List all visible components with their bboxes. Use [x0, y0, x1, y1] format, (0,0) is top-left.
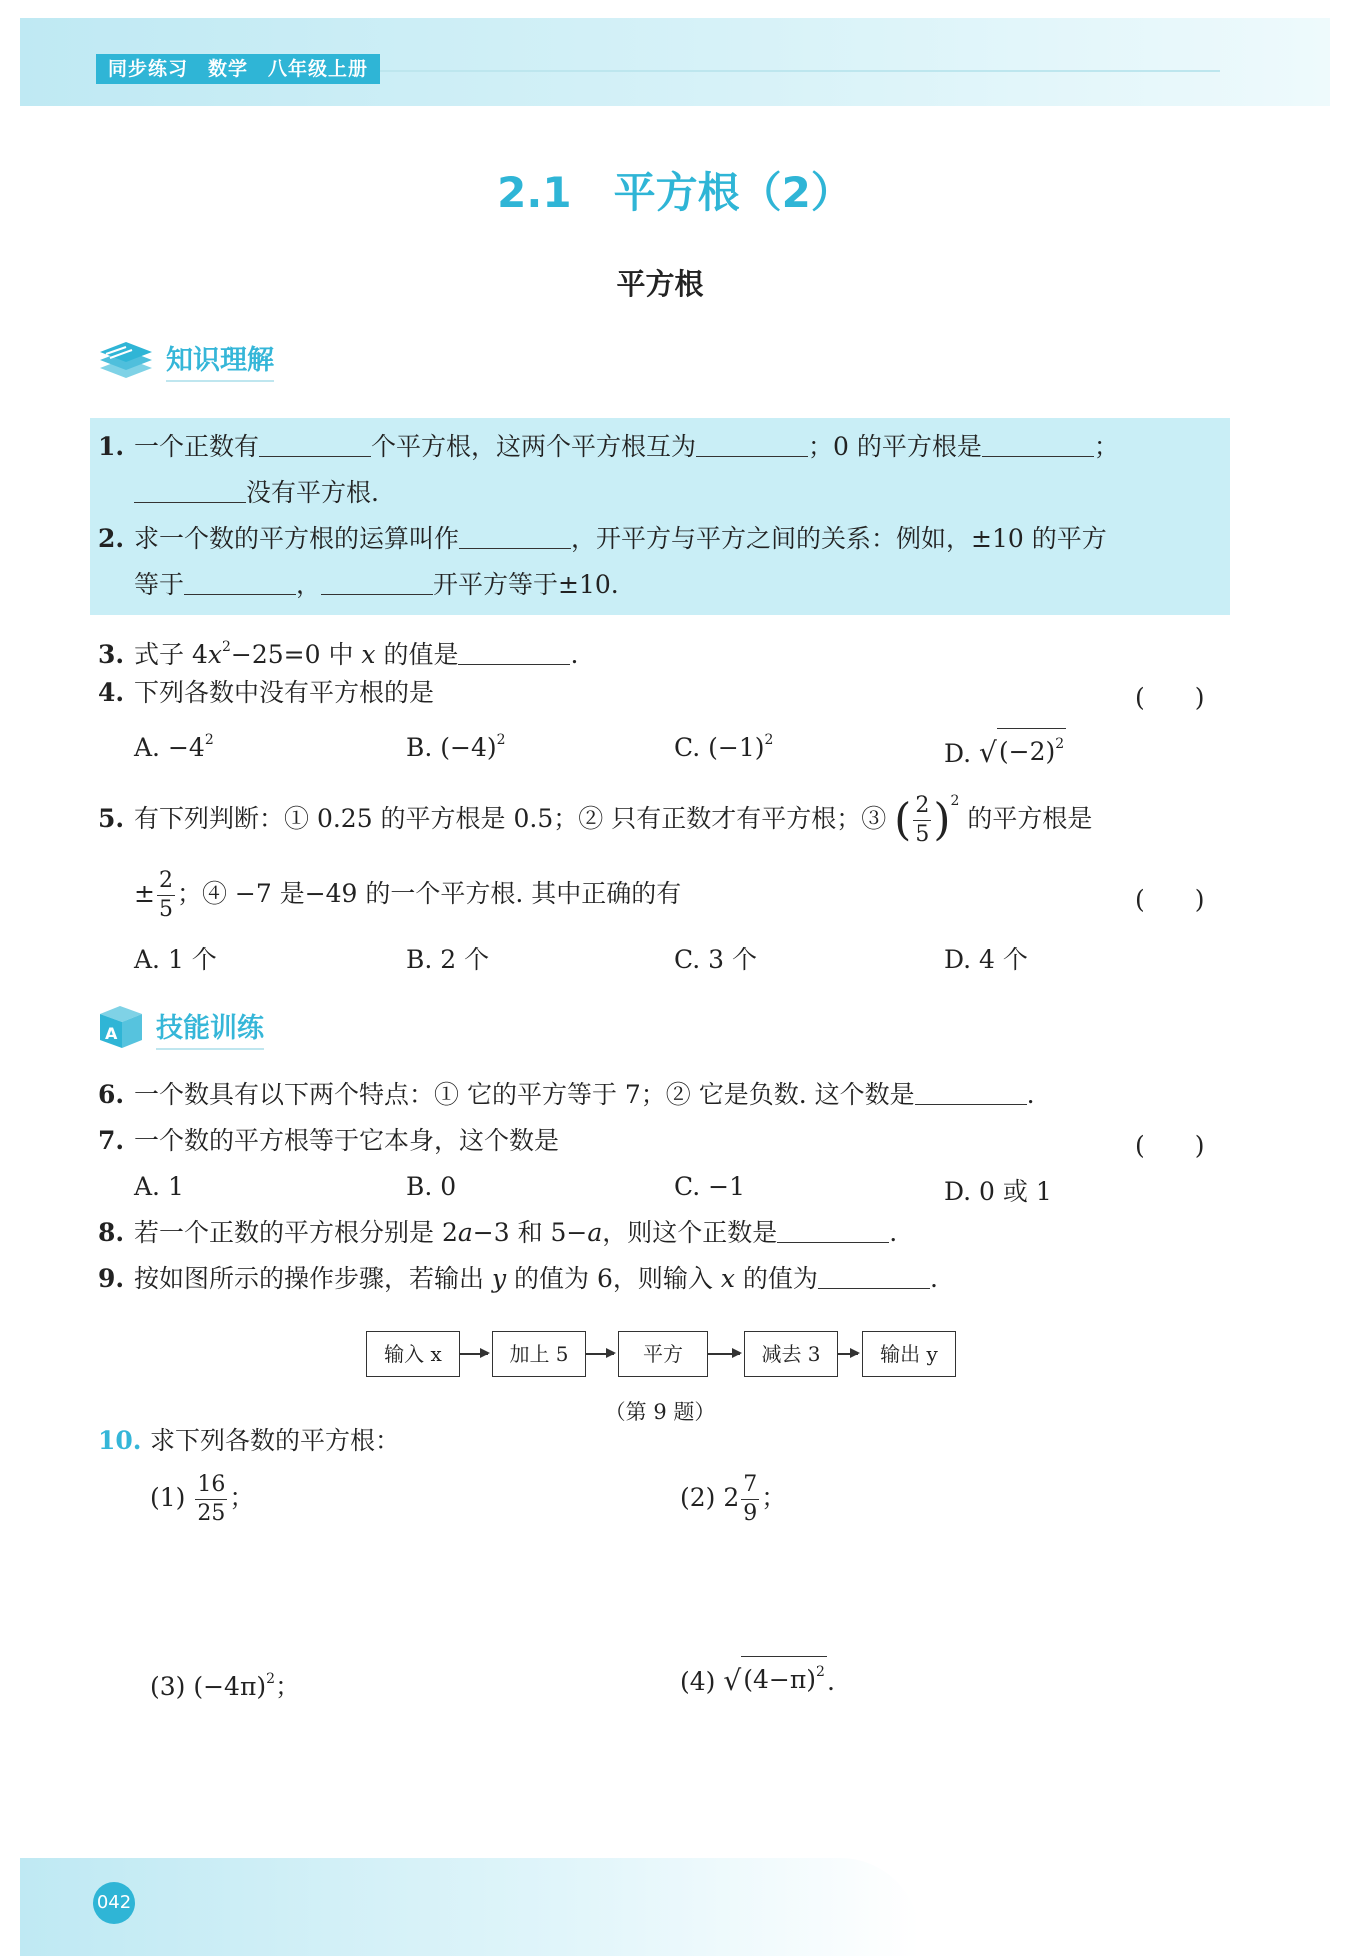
q2-blank-3[interactable]	[321, 570, 433, 595]
q4-option-c[interactable]: C. $(-1)^2$	[674, 732, 774, 762]
flow-box-subtract: 减去 3	[744, 1331, 838, 1377]
q2-line1: 2. 求一个数的平方根的运算叫作 ，开平方与平方之间的关系：例如，±10 的平方	[98, 524, 1107, 553]
q7-option-d[interactable]: D. 0 或 1	[944, 1177, 1052, 1206]
q3-line: 3. 式子 $4x^2-25=0$ 中 x 的值是 .	[98, 639, 579, 669]
book-label: 同步练习 数学 八年级上册	[96, 54, 380, 84]
q10-line: 10. 求下列各数的平方根：	[98, 1426, 401, 1455]
q9-blank[interactable]	[818, 1264, 930, 1289]
q6-line: 6. 一个数具有以下两个特点：① 它的平方等于 7；② 它是负数. 这个数是 .	[98, 1080, 1035, 1109]
q6-blank[interactable]	[915, 1080, 1027, 1105]
footer-band	[20, 1858, 920, 1956]
q1-blank-3[interactable]	[982, 432, 1094, 457]
q7-option-c[interactable]: C. −1	[674, 1172, 745, 1201]
flow-arrow-4	[838, 1353, 858, 1355]
q2-line2: 等于 ， 开平方等于±10.	[134, 570, 619, 599]
q10-part-4: (4) √ $(4-\pi)^2$ .	[680, 1656, 835, 1699]
figure-caption: （第 9 题）	[604, 1400, 716, 1424]
q8-line: 8. 若一个正数的平方根分别是 2a−3 和 5−a，则这个正数是 .	[98, 1218, 898, 1247]
q4-line: 4. 下列各数中没有平方根的是	[98, 678, 435, 707]
books-icon	[96, 334, 156, 386]
cube-a-icon	[96, 1002, 146, 1054]
flow-arrow-2	[586, 1353, 614, 1355]
section-skills-title: 技能训练	[156, 1006, 264, 1050]
flow-box-add: 加上 5	[492, 1331, 586, 1377]
section-knowledge-title: 知识理解	[166, 338, 274, 382]
q1-blank-4[interactable]	[134, 478, 246, 503]
q5-option-d[interactable]: D. 4 个	[944, 945, 1028, 974]
q5-option-a[interactable]: A. 1 个	[134, 945, 217, 974]
q7-option-b[interactable]: B. 0	[406, 1172, 457, 1201]
q3-blank[interactable]	[458, 640, 570, 665]
q9-line: 9. 按如图所示的操作步骤，若输出 y 的值为 6，则输入 x 的值为 .	[98, 1264, 938, 1293]
q1-line2: 没有平方根.	[134, 476, 379, 510]
header-rule	[372, 70, 1220, 72]
page-number: 042	[93, 1882, 135, 1924]
q10-part-3: (3) $(-4\pi)^2$；	[150, 1671, 301, 1701]
flow-box-square: 平方	[618, 1331, 708, 1377]
page-subtitle: 平方根	[616, 267, 704, 301]
q4-option-d[interactable]: D. √ $(-2)^2$	[944, 728, 1066, 768]
q5-line1: 5. 有下列判断：① 0.25 的平方根是 0.5；② 只有正数才有平方根；③ ( $\frac{2}{5}$ )$^2$ 的平方根是	[98, 793, 1093, 847]
q2-blank-1[interactable]	[459, 524, 571, 549]
section-knowledge	[96, 334, 274, 386]
q2-blank-2[interactable]	[184, 570, 296, 595]
q4-option-b[interactable]: B. $(-4)^2$	[406, 732, 506, 762]
q10-part-2: (2) 2 $\frac{7}{9}$ ；	[680, 1472, 787, 1526]
svg-text:A: A	[105, 1024, 118, 1043]
q4-answer-paren[interactable]: ( )	[1135, 683, 1205, 712]
q4-option-a[interactable]: A. $-4^2$	[134, 732, 214, 762]
q7-line: 7. 一个数的平方根等于它本身，这个数是	[98, 1126, 560, 1155]
q7-answer-paren[interactable]: ( )	[1135, 1131, 1205, 1160]
flow-box-input: 输入 x	[366, 1331, 460, 1377]
q1-line1: 1. 一个正数有 个平方根，这两个平方根互为 ；0 的平方根是 ；	[98, 432, 1119, 461]
q5-line2: ± $\frac{2}{5}$ ；④ −7 是−49 的一个平方根. 其中正确的有	[134, 868, 682, 922]
q5-option-c[interactable]: C. 3 个	[674, 945, 757, 974]
q1-blank-2[interactable]	[696, 432, 808, 457]
page-title: 2.1 平方根（2）	[497, 168, 853, 217]
q1-blank-1[interactable]	[259, 432, 371, 457]
q7-option-a[interactable]: A. 1	[134, 1172, 184, 1201]
section-skills	[96, 1002, 264, 1054]
flow-box-output: 输出 y	[862, 1331, 956, 1377]
q5-answer-paren[interactable]: ( )	[1135, 885, 1205, 914]
flow-arrow-1	[460, 1353, 488, 1355]
flow-arrow-3	[708, 1353, 740, 1355]
q10-part-1: (1) $\frac{16}{25}$ ；	[150, 1472, 255, 1526]
q5-option-b[interactable]: B. 2 个	[406, 945, 490, 974]
q8-blank[interactable]	[777, 1218, 889, 1243]
